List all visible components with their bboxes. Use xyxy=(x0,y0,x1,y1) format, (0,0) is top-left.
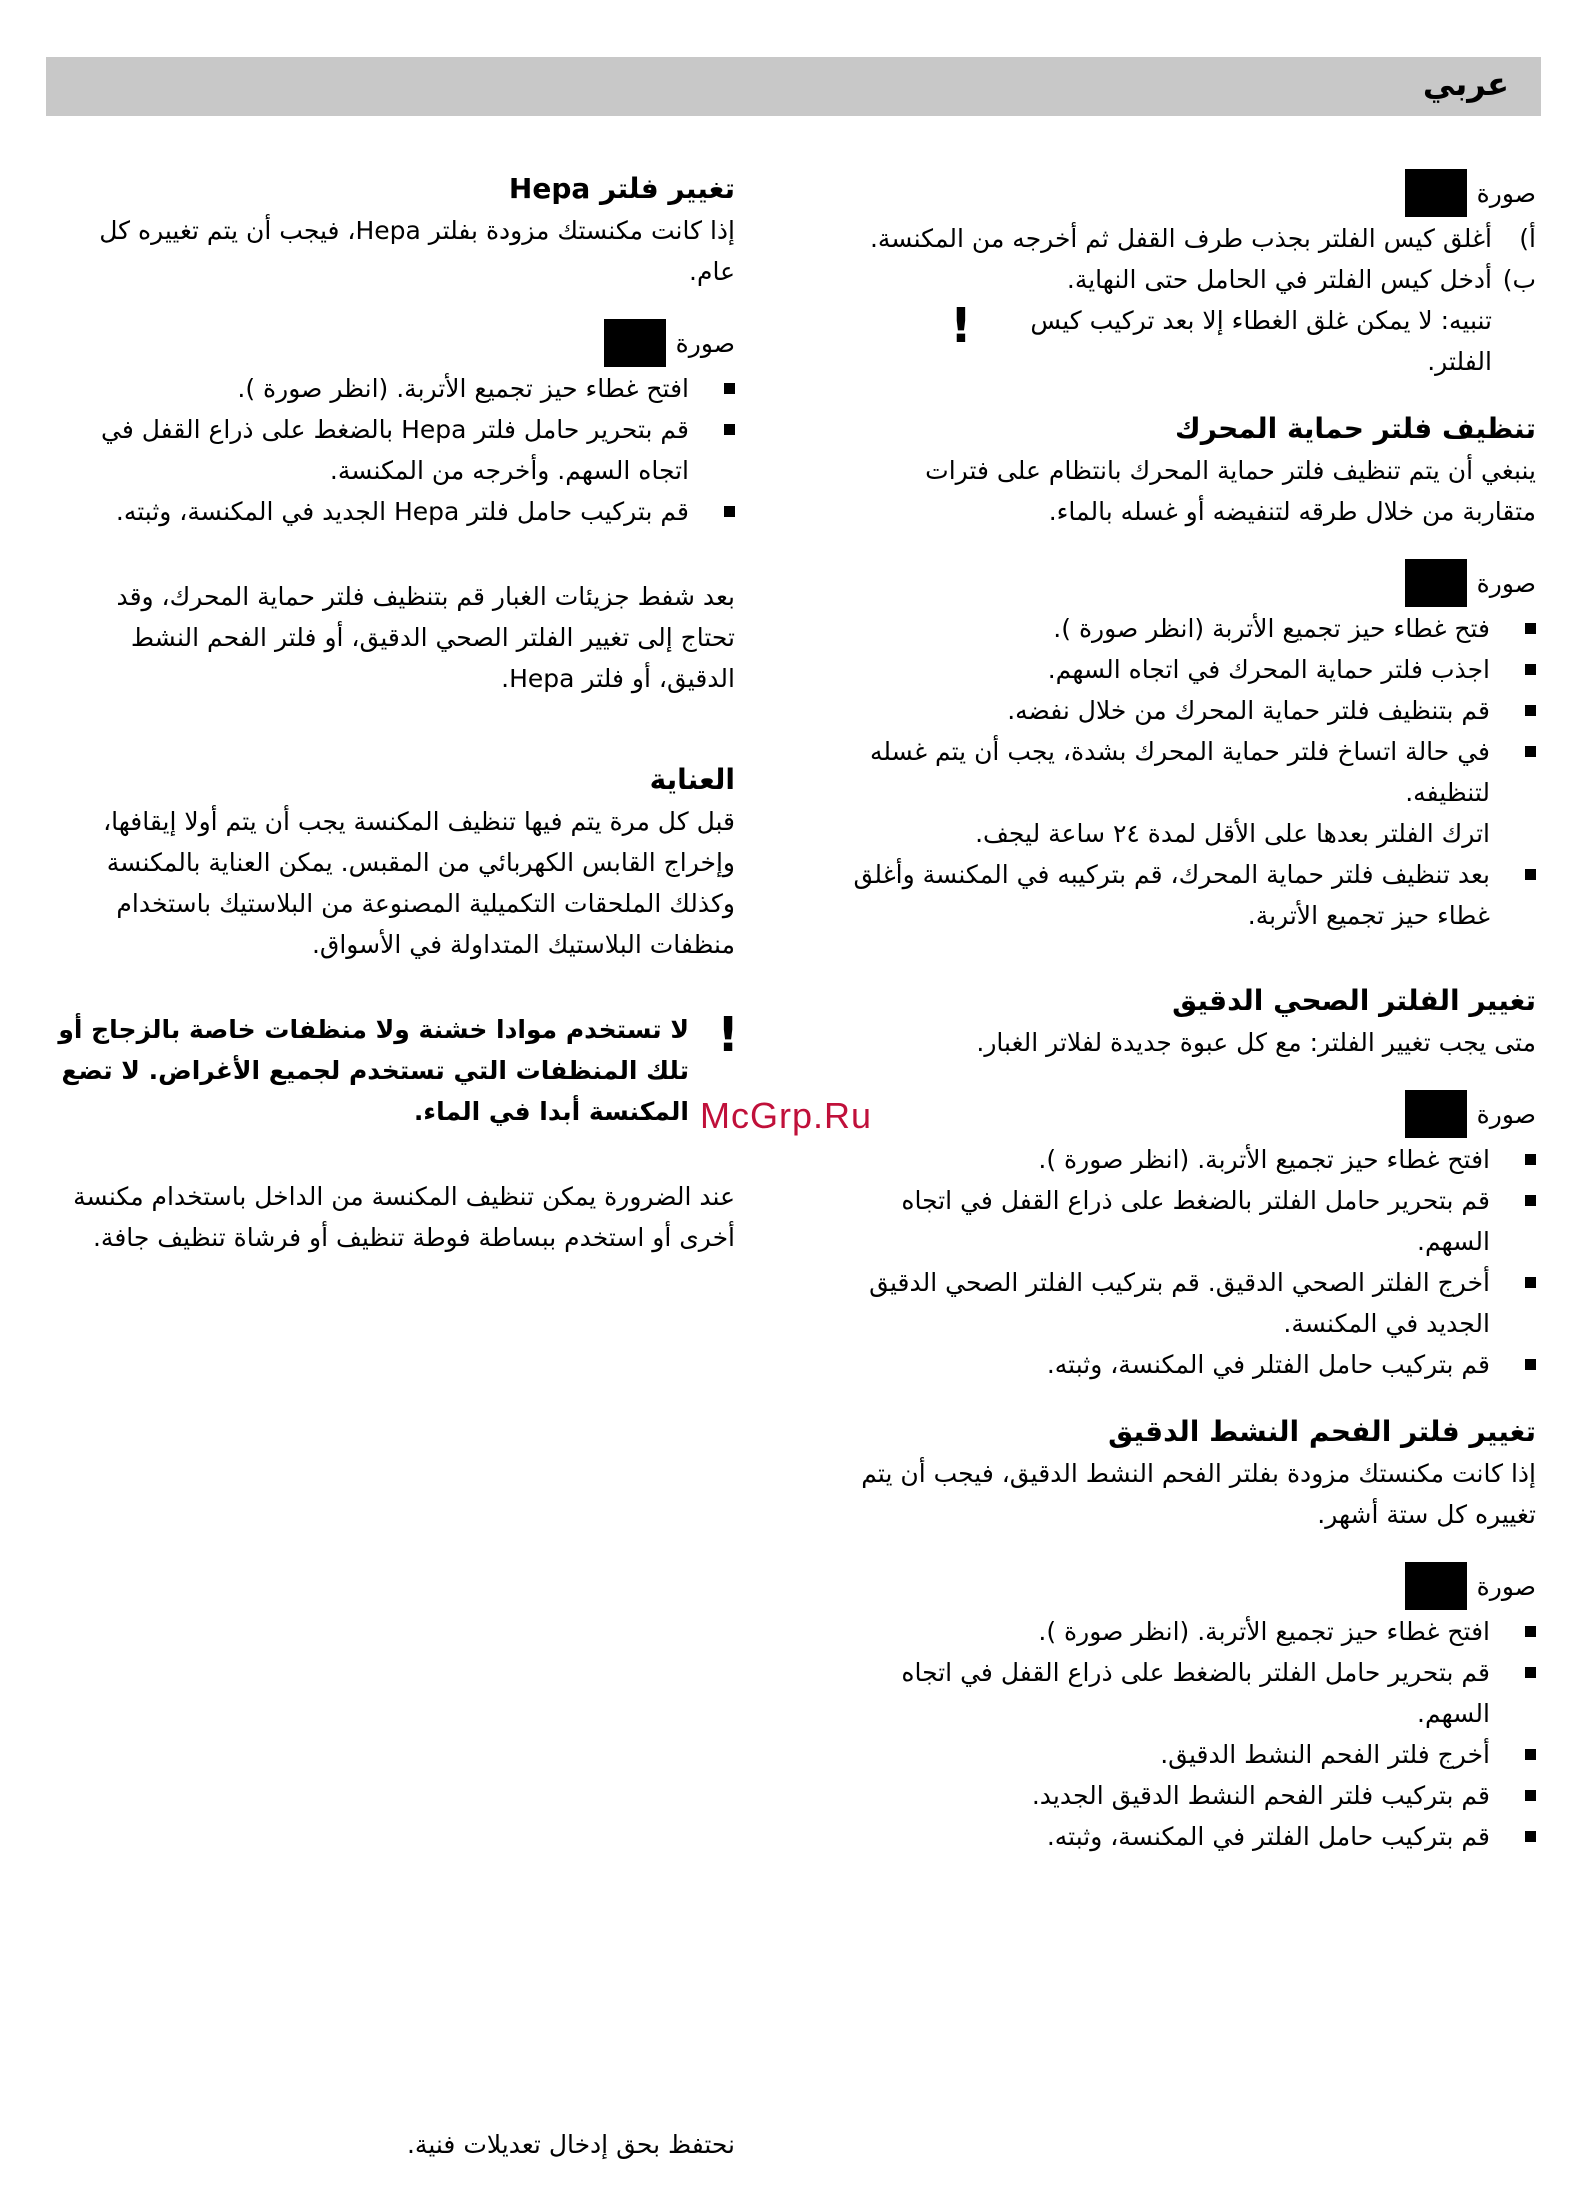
list-item: قم بتحرير حامل فلتر Hepa بالضغط على ذراع القفل في اتجاه السهم. وأخرجه من المكنسة. xyxy=(58,409,735,491)
list-item: قم بتركيب حامل الفلتر في المكنسة، وثبته. xyxy=(848,1816,1536,1857)
list-item: قم بتركيب فلتر الفحم النشط الدقيق الجديد. xyxy=(848,1775,1536,1816)
figure-label: صورة xyxy=(848,1561,1536,1611)
motor-filter-steps xyxy=(848,608,1536,936)
list-item: قم بتحرير حامل الفلتر بالضغط على ذراع القفل في اتجاه السهم. xyxy=(848,1180,1536,1262)
right-column xyxy=(848,168,1536,1857)
bullet-icon xyxy=(724,506,735,517)
list-item: افتح غطاء حيز تجميع الأتربة. (انظر صورة ). xyxy=(848,1139,1536,1180)
warning-icon: ! xyxy=(717,1007,739,1063)
bullet-icon xyxy=(1525,1359,1536,1370)
hepa-filter-intro: إذا كانت مكنستك مزودة بفلتر Hepa، فيجب أن يتم تغييره كل عام. xyxy=(99,216,735,286)
figure-number-box xyxy=(1405,169,1467,217)
warning-icon: ! xyxy=(950,298,972,354)
list-item: في حالة اتساخ فلتر حماية المحرك بشدة، يجب أن يتم غسله لتنظيفه. xyxy=(848,731,1536,813)
figure-label: صورة xyxy=(848,1089,1536,1139)
watermark: McGrp.Ru xyxy=(700,1095,873,1136)
bullet-icon xyxy=(1525,623,1536,634)
bullet-icon xyxy=(1525,1626,1536,1637)
bullet-icon xyxy=(724,383,735,394)
left-column xyxy=(58,168,739,1258)
section-title-micro-filter: تغيير الفلتر الصحي الدقيق xyxy=(1172,984,1536,1017)
bullet-icon xyxy=(1525,1277,1536,1288)
bullet-icon xyxy=(724,424,735,435)
language-label: عربي xyxy=(1422,65,1509,103)
bullet-icon xyxy=(1525,664,1536,675)
carbon-filter-intro: إذا كانت مكنستك مزودة بفلتر الفحم النشط الدقيق، فيجب أن يتم تغييره كل ستة أشهر. xyxy=(861,1459,1536,1529)
warning-note: ! لا تستخدم موادا خشنة ولا منظفات خاصة بالزجاج أو تلك المنظفات التي تستخدم لجميع الأغراض. لا تضع المكنسة أبدا في الماء. xyxy=(58,1007,739,1126)
figure-label: صورة xyxy=(848,558,1536,608)
figure-number-box xyxy=(604,319,666,367)
list-item: قم بتحرير حامل الفلتر بالضغط على ذراع القفل في اتجاه السهم. xyxy=(848,1652,1536,1734)
micro-filter-intro: متى يجب تغيير الفلتر: مع كل عبوة جديدة لفلاتر الغبار. xyxy=(976,1028,1536,1057)
figure-label: صورة xyxy=(58,318,735,368)
bullet-icon xyxy=(1525,1790,1536,1801)
list-item: قم بتركيب حامل الفتلر في المكنسة، وثبته. xyxy=(848,1344,1536,1385)
bullet-icon xyxy=(1525,869,1536,880)
bullet-icon xyxy=(1525,705,1536,716)
bullet-icon xyxy=(1525,746,1536,757)
section-title-motor-filter: تنظيف فلتر حماية المحرك xyxy=(1175,412,1536,445)
section-title-hepa-filter: تغيير فلتر Hepa xyxy=(508,172,735,205)
bullet-icon xyxy=(1525,1749,1536,1760)
figure-label: صورة xyxy=(848,168,1536,218)
footer-note: نحتفظ بحق إدخال تعديلات فنية. xyxy=(406,2130,735,2159)
carbon-filter-steps xyxy=(848,1611,1536,1857)
list-item: بعد تنظيف فلتر حماية المحرك، قم بتركيبه في المكنسة وأغلق غطاء حيز تجميع الأتربة. xyxy=(848,854,1536,936)
inside-cleaning-text: عند الضرورة يمكن تنظيف المكنسة من الداخل باستخدام مكنسة أخرى أو استخدم ببساطة فوطة تنظيف أو فرشاة تنظيف جافة. xyxy=(73,1182,735,1252)
motor-filter-intro: ينبغي أن يتم تنظيف فلتر حماية المحرك بانتظام على فترات متقاربة من خلال طرقه لتنفيضه أو غسله بالماء. xyxy=(925,456,1536,526)
list-item: افتح غطاء حيز تجميع الأتربة. (انظر صورة ). xyxy=(58,368,735,409)
list-item: أخرج فلتر الفحم النشط الدقيق. xyxy=(848,1734,1536,1775)
step-b: ب) أدخل كيس الفلتر في الحامل حتى النهاية. xyxy=(1066,265,1536,294)
bullet-icon xyxy=(1525,1831,1536,1842)
after-cleaning-note: بعد شفط جزيئات الغبار قم بتنظيف فلتر حماية المحرك، وقد تحتاج إلى تغيير الفلتر الصحي الدقيق، أو فلتر الفحم النشط الدقيق، أو فلتر Hepa. xyxy=(116,582,735,693)
list-item: افتح غطاء حيز تجميع الأتربة. (انظر صورة ). xyxy=(848,1611,1536,1652)
figure-number-box xyxy=(1405,1090,1467,1138)
bullet-icon xyxy=(1525,1195,1536,1206)
warning-note: ! تنبيه: لا يمكن غلق الغطاء إلا بعد تركيب كيس الفلتر. xyxy=(950,298,1492,376)
figure-number-box xyxy=(1405,1562,1467,1610)
language-header-bar xyxy=(46,57,1541,116)
bullet-icon xyxy=(1525,1667,1536,1678)
section-title-care: العناية xyxy=(649,763,735,796)
list-item: اجذب فلتر حماية المحرك في اتجاه السهم. xyxy=(848,649,1536,690)
section-title-carbon-filter: تغيير فلتر الفحم النشط الدقيق xyxy=(1108,1415,1536,1448)
list-item: فتح غطاء حيز تجميع الأتربة (انظر صورة ). xyxy=(848,608,1536,649)
list-note: اترك الفلتر بعدها على الأقل لمدة ٢٤ ساعة ليجف. xyxy=(975,819,1490,848)
list-item: أخرج الفلتر الصحي الدقيق. قم بتركيب الفلتر الصحي الدقيق الجديد في المكنسة. xyxy=(848,1262,1536,1344)
hepa-filter-steps xyxy=(58,368,735,532)
figure-number-box xyxy=(1405,559,1467,607)
bullet-icon xyxy=(1525,1154,1536,1165)
micro-filter-steps xyxy=(848,1139,1536,1385)
list-item: قم بتركيب حامل فلتر Hepa الجديد في المكنسة، وثبته. xyxy=(58,491,735,532)
care-text: قبل كل مرة يتم فيها تنظيف المكنسة يجب أن يتم أولا إيقافها، وإخراج القابس الكهربائي من المقبس. يمكن العناية بالمكنسة وكذلك الملحقات التكميلية المصنوعة من البلاستيك باستخدام منظفات البلاستيك المتداولة في الأسواق. xyxy=(103,807,735,959)
list-item: قم بتنظيف فلتر حماية المحرك من خلال نفضه. xyxy=(848,690,1536,731)
step-a: أ) أغلق كيس الفلتر بجذب طرف القفل ثم أخرجه من المكنسة. xyxy=(869,224,1536,253)
